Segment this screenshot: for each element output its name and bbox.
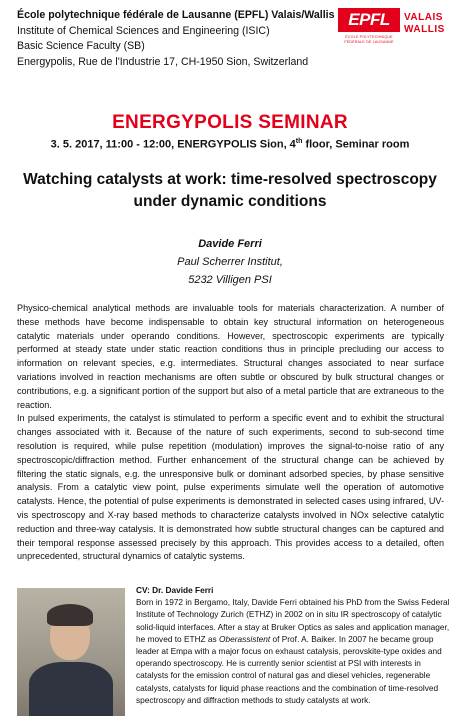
seminar-date-location <box>0 138 460 151</box>
header-line-address: Energypolis, Rue de l'Industrie 17, CH-1950 Sion, Switzerland <box>17 55 309 68</box>
epfl-logo-mark: EPFL <box>338 8 400 32</box>
talk-title-line-1: Watching catalysts at work: time-resolved spectroscopy <box>23 171 437 188</box>
speaker-name: Davide Ferri <box>198 238 262 250</box>
cv-text-part-2: of Prof. A. Baiker. In 2007 he became group leader at Empa with a major focus on exhaust catalysis, perovskite-type oxides and operando spectroscopy. He is currently senior scientist at PSI with interests in catalysts for the emission control of natural gas and diesel vehicles, regenerable catalysts, catalysts for liquid phase reactions and the combination of time-resolved spectroscopy and diffraction methods to study catalysts at work. <box>136 633 442 705</box>
institution-header <box>17 8 337 70</box>
date-superscript: th <box>295 138 303 145</box>
speaker-location: 5232 Villigen PSI <box>188 274 272 286</box>
date-part-1: 3. 5. 2017, 11:00 - 12:00, ENERGYPOLIS Sion, 4 <box>50 138 296 151</box>
abstract-paragraph-2: In pulsed experiments, the catalyst is stimulated to perform a specific event and to exhibit the structural changes associated with it. Because of the nature of such experiments, second to sub-second time resolution is required, while pulse repetition (modulation) improves the signal-to-noise ratio of any spectroscopic/diffraction method. Further enhancement of the structural change can be achieved by filtering the static signals, e.g. the unresponsive bulk or dominant adsorbed species, by phase sensitive analysis. From a catalytic view point, pulse experiments simulate well the operation of automotive catalysts. Hence, the potential of pulse experiments is demonstrated in selected cases using infrared, UV-vis spectroscopy and X-ray based methods to characterize catalysts involved in NOx selective catalytic reduction and three-way catalysis. It is demonstrated how subtle structural changes can be captured and their temporal response assessed precisely by this approach. This provides access to a detailed, often unprecedented, structural dynamics of catalytic systems. <box>17 413 444 562</box>
speaker-photo <box>17 588 125 716</box>
header-line-faculty: Basic Science Faculty (SB) <box>17 40 145 53</box>
date-part-2: floor, Seminar room <box>302 138 410 151</box>
speaker-photo-hair <box>47 604 93 626</box>
talk-title <box>20 169 440 213</box>
header-line-institute: Institute of Chemical Sciences and Engineering (ISIC) <box>17 24 270 37</box>
abstract-paragraph-1: Physico-chemical analytical methods are invaluable tools for materials characterization. A number of these methods have become indispensable to obtain key structural information on heterogeneous catalytic materials under operando conditions. However, spectroscopic experiments are typically performed at steady state under static reaction conditions thus in principle precluding our access to information on relevant species, e.g. intermediates. Structural changes associated to near surface variations involved in reaction mechanisms are often subtle or obscured by bulk structural changes or contributions, e.g. a significant portion of the support but also of a metal particle that are extraneous to the reaction. <box>17 303 444 410</box>
cv-heading: CV: Dr. Davide Ferri <box>136 585 214 595</box>
speaker-photo-body <box>29 662 113 716</box>
speaker-block <box>0 235 460 289</box>
cv-text-part-1: Born in 1972 in Bergamo, Italy, Davide Ferri obtained his PhD from the Swiss Federal Institute of Technology Zurich (ETHZ) in 2002 on in situ IR spectroscopy of catalytic solid-liquid interfaces. After a stay at Bruker Optics as sales and application manager, he moved to ETHZ as <box>136 597 450 644</box>
cv-text-emphasis: Oberassistent <box>219 633 271 644</box>
talk-title-line-2: under dynamic conditions <box>133 193 327 210</box>
valais-wallis-label <box>404 12 445 36</box>
header-line-school: École polytechnique fédérale de Lausanne (EPFL) Valais/Wallis <box>17 9 335 21</box>
abstract <box>17 302 444 564</box>
cv-block <box>136 584 450 706</box>
seminar-title: ENERGYPOLIS SEMINAR <box>112 112 348 133</box>
valais-label: VALAIS <box>404 12 443 23</box>
cv-text <box>136 596 450 706</box>
epfl-logo-sub-line2: FÉDÉRALE DE LAUSANNE <box>344 39 394 44</box>
epfl-logo-subtitle <box>338 35 400 44</box>
wallis-label: WALLIS <box>404 24 445 35</box>
epfl-logo <box>338 8 456 50</box>
epfl-logo-sub-line1: ÉCOLE POLYTECHNIQUE <box>345 35 393 39</box>
speaker-affiliation: Paul Scherrer Institut, <box>177 256 283 268</box>
